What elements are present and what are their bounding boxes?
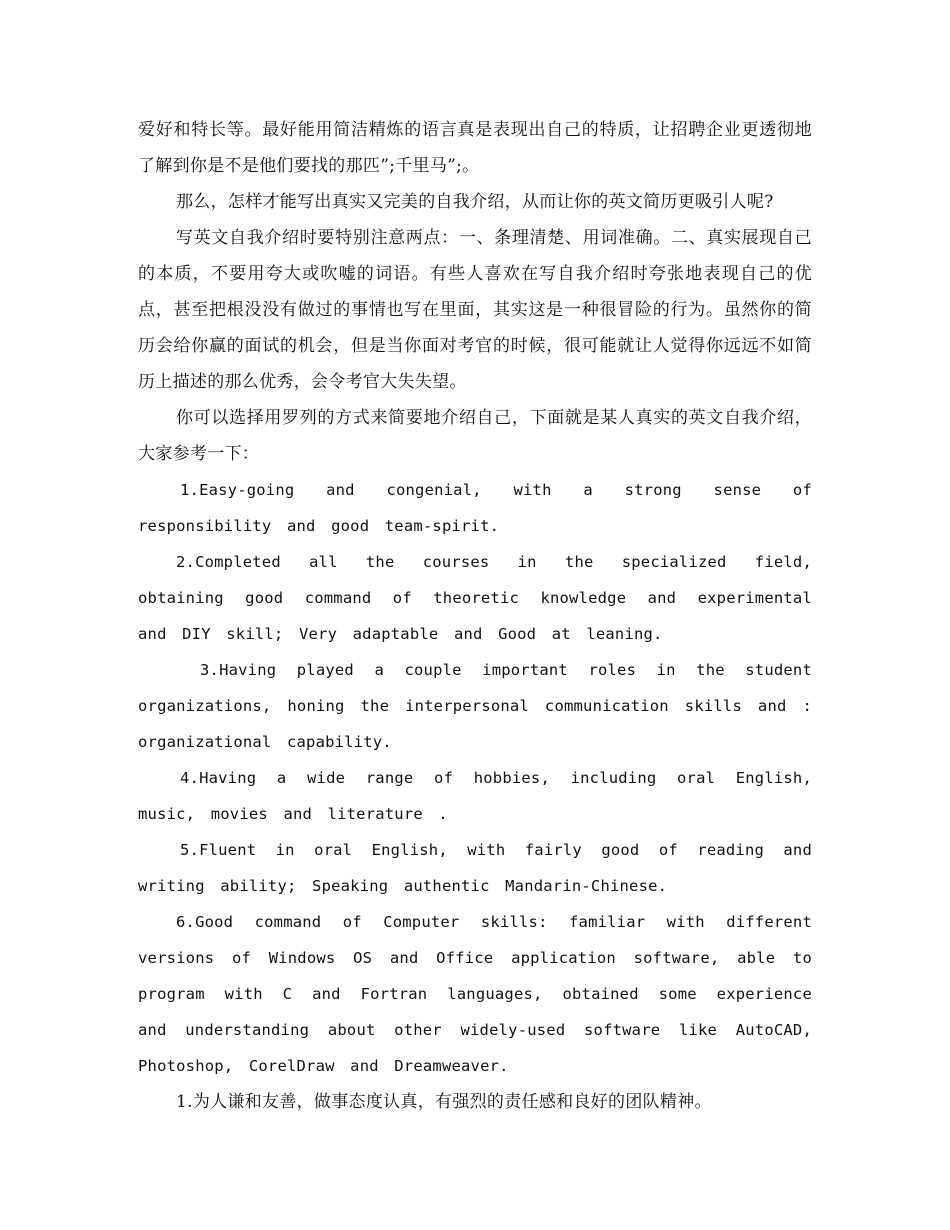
list-item-en-1: 1.Easy-going and congenial, with a strong sense of responsibility and good team-spirit. [138, 481, 812, 535]
list-item-en-2: 2.Completed all the courses in the specialized field, obtaining good command of theoretic knowledge and experimental and DIY skill; Very adaptable and Good at leaning. [138, 553, 812, 643]
paragraph-question: 那么，怎样才能写出真实又完美的自我介绍，从而让你的英文简历更吸引人呢? [176, 192, 774, 212]
list-item-en-6: 6.Good command of Computer skills: familiar with different versions of Windows OS and Office application software, able to program with C and Fortran languages, obtained some experience and understanding about other widely-used software like AutoCAD, Photoshop, CorelDraw and Dreamweaver. [138, 913, 812, 1075]
list-item-cn-1: 1.为人谦和友善，做事态度认真，有强烈的责任感和良好的团队精神。 [176, 1092, 712, 1112]
paragraph-example-intro: 你可以选择用罗列的方式来简要地介绍自己，下面就是某人真实的英文自我介绍，大家参考一下： [138, 408, 812, 464]
paragraph-writing-tips: 写英文自我介绍时要特别注意两点：一、条理清楚、用词准确。二、真实展现自己的本质，不要用夸大或吹嘘的词语。有些人喜欢在写自我介绍时夸张地表现自己的优点，甚至把根没没有做过的事情也写在里面，其实这是一种很冒险的行为。虽然你的简历会给你赢的面试的机会，但是当你面对考官的时候，很可能就让人觉得你远远不如简历上描述的那么优秀，会令考官大失失望。 [138, 228, 812, 392]
document-page [138, 112, 812, 1120]
list-item-en-5: 5.Fluent in oral English, with fairly good of reading and writing ability; Speaking authentic Mandarin-Chinese. [138, 841, 812, 895]
list-item-en-3: 3.Having played a couple important roles in the student organizations, honing the interpersonal communication skills and : organizational capability. [138, 661, 812, 751]
list-item-en-4: 4.Having a wide range of hobbies, including oral English, music, movies and literature . [138, 769, 812, 823]
paragraph-hobbies-intro: 爱好和特长等。最好能用简洁精炼的语言真是表现出自己的特质，让招聘企业更透彻地了解到你是不是他们要找的那匹”;千里马”;。 [138, 120, 812, 176]
